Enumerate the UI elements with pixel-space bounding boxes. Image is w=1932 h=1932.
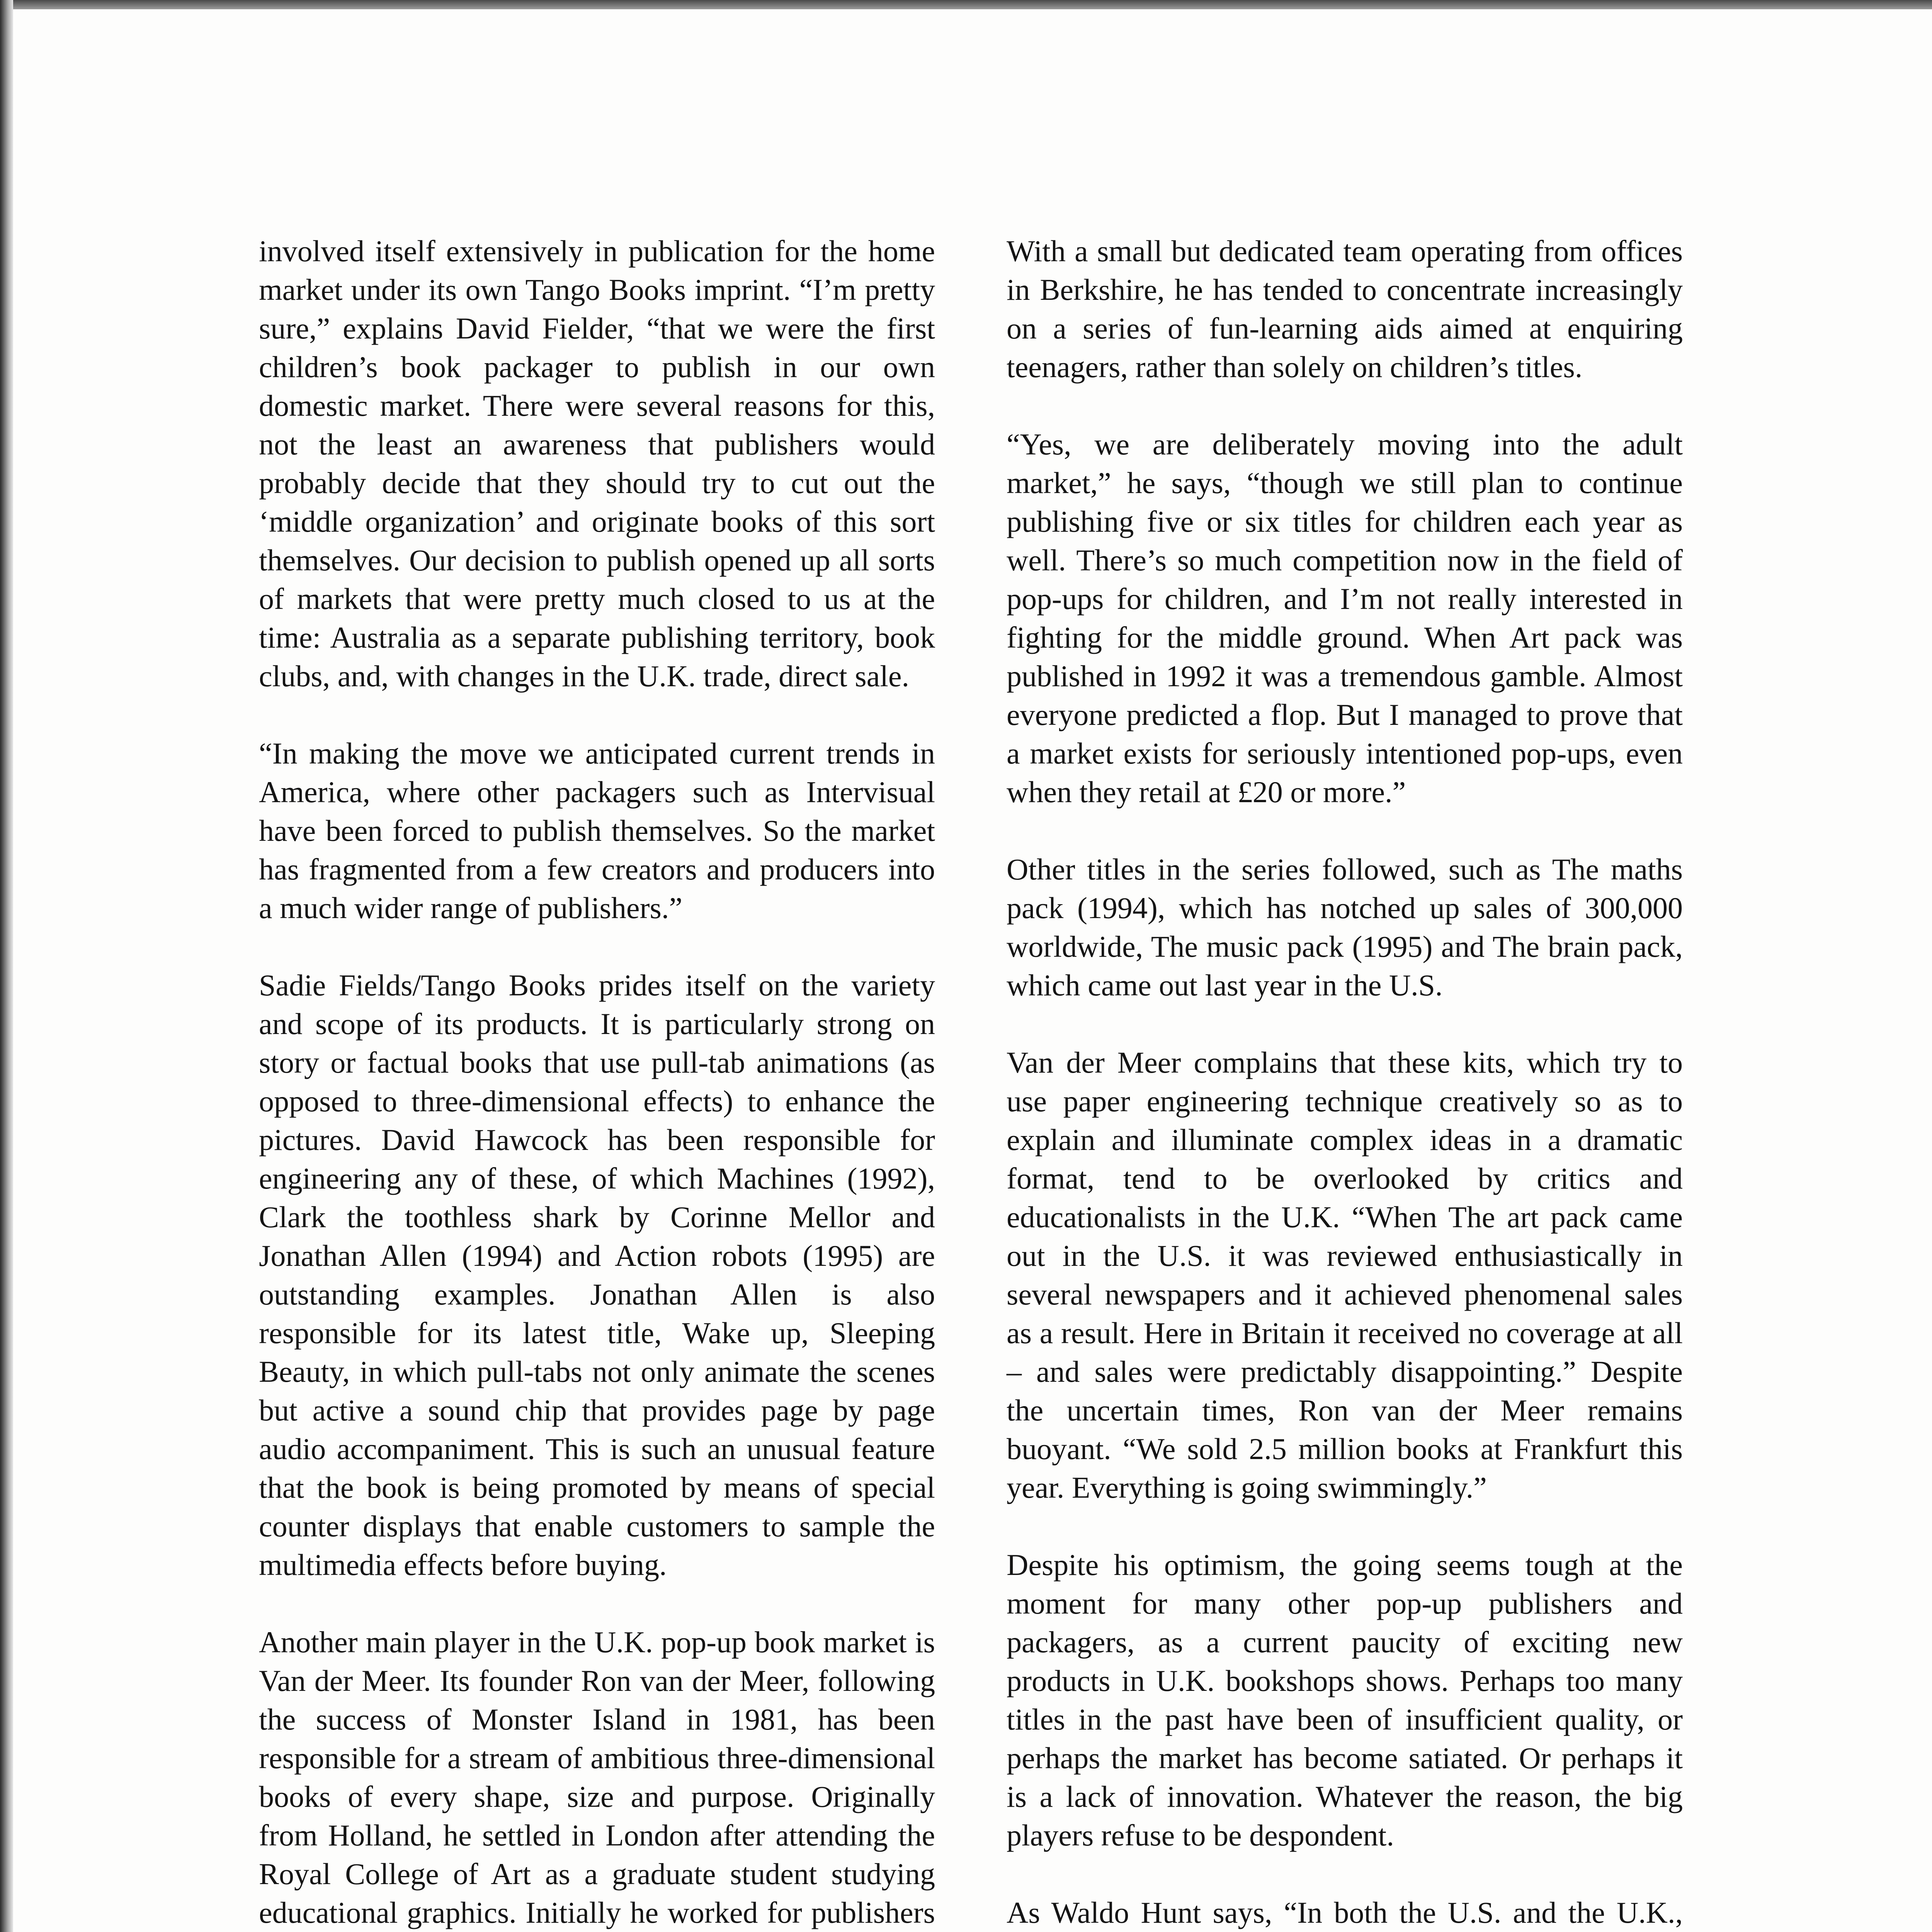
paragraph: “In making the move we anticipated current trends in America, where other packagers such as Intervisual have been forced to publish themselves. So the market has fragmented from a few creators and producers into a much wider range of publishers.” bbox=[259, 736, 935, 925]
paragraph: Sadie Fields/Tango Books prides itself on the variety and scope of its products. It is particularly strong on story or factual books that use pull-tab animations (as opposed to three-dimensional effects) to enhance the pictures. David Hawcock has been responsible for engineering any of these, of which Machines (1992), Clark the toothless shark by Corinne Mellor and Jonathan Allen (1994) and Action robots (1995) are outstanding examples. Jonathan Allen is also responsible for its latest title, Wake up, Sleeping Beauty, in which pull-tabs not only animate the scenes but active a sound chip that provides page by page audio accompaniment. This is such an unusual feature that the book is being promoted by means of special counter displays that enable customers to sample the multimedia effects before buying. bbox=[259, 968, 935, 1582]
paragraph: Another main player in the U.K. pop-up book market is Van der Meer. Its founder Ron van der Meer, following the success of Monster Island in 1981, has been responsible for a stream of ambitious three-dimensional books of every shape, size and purpose. Originally from Holland, he settled in London after attending the Royal College of Art as a graduate student studying educational graphics. Initially he worked for publishers bbox=[259, 1625, 935, 1929]
right-column bbox=[1007, 232, 1683, 1932]
paragraph: With a small but dedicated team operating from offices in Berkshire, he has tended to concentrate increasingly on a series of fun-learning aids aimed at enquiring teenagers, rather than solely on children’s titles. bbox=[1007, 234, 1683, 384]
scan-edge-left bbox=[0, 0, 13, 1932]
paragraph: Despite his optimism, the going seems tough at the moment for many other pop-up publishers and packagers, as a current paucity of exciting new products in U.K. bookshops shows. Perhaps too many titles in the past have been of insufficient quality, or perhaps the market has become satiated. Or perhaps it is a lack of innovation. Whatever the reason, the big players refuse to be despondent. bbox=[1007, 1548, 1683, 1852]
paragraph: involved itself extensively in publication for the home market under its own Tango Books imprint. “I’m pretty sure,” explains David Fielder, “that we were the first children’s book packager to publish in our own domestic market. There were several reasons for this, not the least an awareness that publishers would probably decide that they should try to cut out the ‘middle organization’ and originate books of this sort themselves. Our decision to publish opened up all sorts of markets that were pretty much closed to us at the time: Australia as a separate publishing territory, book clubs, and, with changes in the U.K. trade, direct sale. bbox=[259, 234, 935, 693]
paragraph: “Yes, we are deliberately moving into the adult market,” he says, “though we still plan to continue publishing five or six titles for children each year as well. There’s so much competition now in the field of pop-ups for children, and I’m not really interested in fighting for the middle ground. When Art pack was published in 1992 it was a tremendous gamble. Almost everyone predicted a flop. But I managed to prove that a market exists for seriously intentioned pop-ups, even when they retail at £20 or more.” bbox=[1007, 427, 1683, 809]
scan-edge-top bbox=[0, 0, 1932, 9]
left-column bbox=[259, 232, 935, 1932]
paragraph: Van der Meer complains that these kits, which try to use paper engineering technique creatively so as to explain and illuminate complex ideas in a dramatic format, tend to be overlooked by critics and educationalists in the U.K. “When The art pack came out in the U.S. it was reviewed enthusiastically in several newspapers and it achieved phenomenal sales as a result. Here in Britain it received no coverage at all – and sales were predictably disappointing.” Despite the uncertain times, Ron van der Meer remains buoyant. “We sold 2.5 million books at Frankfurt this year. Everything is going swimmingly.” bbox=[1007, 1046, 1683, 1504]
paragraph: Other titles in the series followed, such as The maths pack (1994), which has notched up sales of 300,000 worldwide, The music pack (1995) and The brain pack, which came out last year in the U.S. bbox=[1007, 852, 1683, 1002]
paragraph: As Waldo Hunt says, “In both the U.S. and the U.K., bbox=[1007, 1896, 1683, 1929]
